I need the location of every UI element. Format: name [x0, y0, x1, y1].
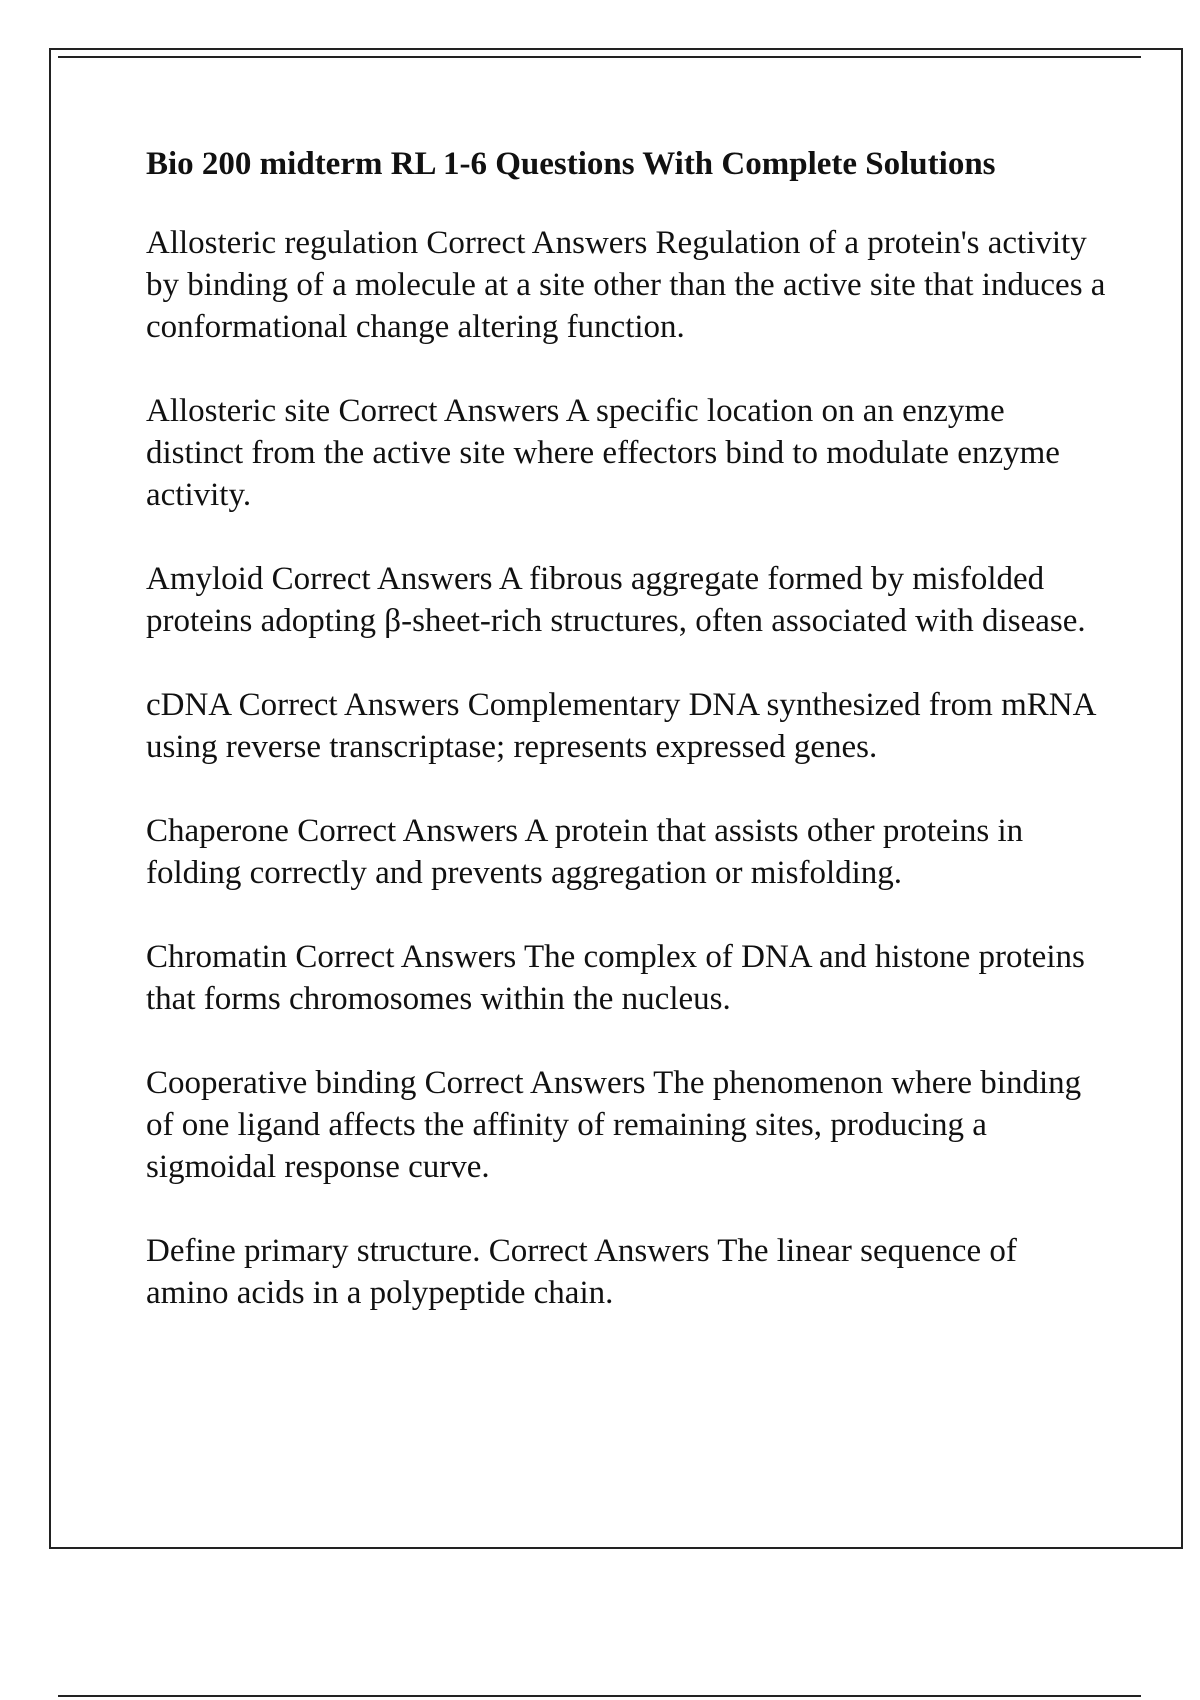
qa-entry-cdna [146, 684, 1106, 768]
entry-term: Allosteric regulation [146, 225, 419, 261]
entry-term: Chromatin [146, 939, 288, 975]
qa-entry-chromatin [146, 936, 1106, 1020]
qa-entry-allosteric-regulation [146, 222, 1114, 348]
entry-definition: The phenomenon where binding of one ligand affects the affinity of remaining sites, producing a sigmoidal response curve. [146, 1065, 1090, 1185]
entry-definition: Complementary DNA synthesized from mRNA using reverse transcriptase; represents expressed genes. [146, 687, 1103, 765]
entry-definition: A fibrous aggregate formed by misfolded proteins adopting β-sheet-rich structures, often associated with disease. [146, 561, 1086, 639]
document-body [146, 142, 1114, 1356]
qa-entry-cooperative-binding [146, 1062, 1106, 1188]
entry-definition: The complex of DNA and histone proteins that forms chromosomes within the nucleus. [146, 939, 1094, 1017]
entry-definition: A protein that assists other proteins in folding correctly and prevents aggregation or misfolding. [146, 813, 1032, 891]
entry-term: Define primary structure. [146, 1233, 481, 1269]
entry-definition: A specific location on an enzyme distinct from the active site where effectors bind to modulate enzyme activity. [146, 393, 1069, 513]
answer-marker: Correct Answers [426, 225, 648, 261]
entry-term: Cooperative binding [146, 1065, 417, 1101]
qa-entry-primary-structure [146, 1230, 1106, 1314]
qa-entry-amyloid [146, 558, 1106, 642]
answer-marker: Correct Answers [238, 687, 460, 723]
page-title: Bio 200 midterm RL 1-6 Questions With Complete Solutions [146, 146, 996, 182]
answer-marker: Correct Answers [338, 393, 560, 429]
entry-term: Amyloid [146, 561, 264, 597]
answer-marker: Correct Answers [295, 939, 517, 975]
entry-term: Chaperone [146, 813, 289, 849]
entry-definition: Regulation of a protein's activity by binding of a molecule at a site other than the active site that induces a conformational change altering function. [146, 225, 1114, 345]
answer-marker: Correct Answers [424, 1065, 646, 1101]
bottom-rule [58, 1695, 1141, 1697]
entry-term: Allosteric site [146, 393, 331, 429]
entry-term: cDNA [146, 687, 231, 723]
answer-marker: Correct Answers [297, 813, 519, 849]
qa-entry-allosteric-site [146, 390, 1106, 516]
qa-entry-chaperone [146, 810, 1106, 894]
entry-definition: The linear sequence of amino acids in a polypeptide chain. [146, 1233, 1026, 1311]
answer-marker: Correct Answers [271, 561, 493, 597]
answer-marker: Correct Answers [488, 1233, 710, 1269]
